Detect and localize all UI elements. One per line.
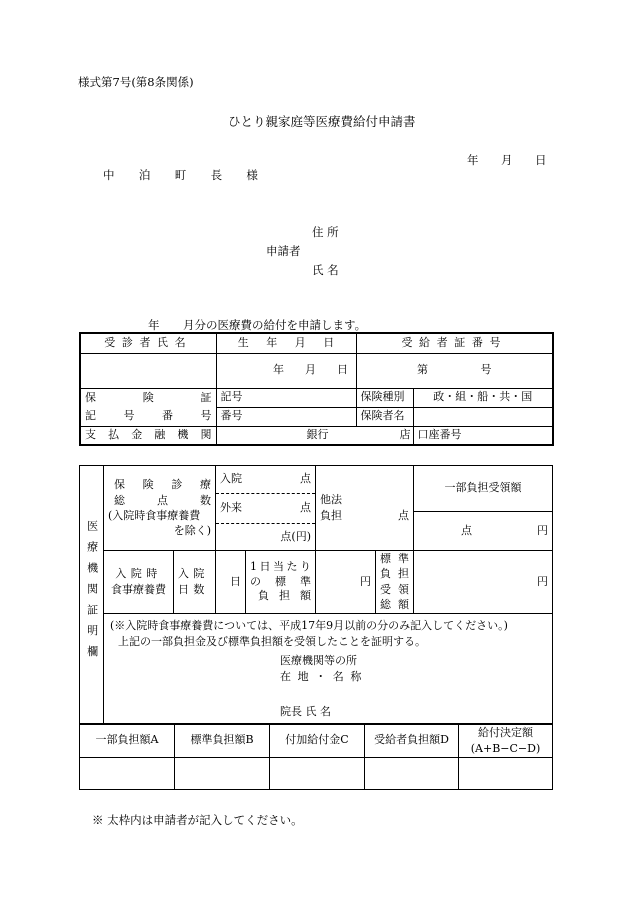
copay-a-field[interactable] — [80, 758, 175, 790]
applicant-label: 申請者 — [266, 244, 301, 258]
patient-name-header: 受診者氏名 — [80, 333, 216, 353]
recipient-d-field[interactable] — [365, 758, 459, 790]
benefit-calculation-table — [79, 723, 553, 790]
inpatient-days-field[interactable]: 日 — [216, 551, 246, 614]
standard-b-field[interactable] — [175, 758, 270, 790]
footnote: ※ 太枠内は申請者が記入してください。 — [92, 813, 303, 827]
copay-received-field[interactable]: 点 円 — [414, 511, 553, 550]
recipient-number-field[interactable]: 第 号 — [356, 353, 553, 388]
kigo-field[interactable]: 記号 — [216, 388, 356, 407]
certification-text: (※入院時食事療養費については、平成17年9月以前の分のみ記入してください。) 上記の一部負担金及び標準負担額を受領したことを証明する。 医療機関等の所 在地・名称 院長 氏 名 — [104, 613, 553, 725]
insurer-name-label: 保険者名 — [356, 407, 413, 426]
medical-certification-table — [79, 465, 553, 725]
bango-field[interactable]: 番号 — [216, 407, 356, 426]
account-number-field[interactable]: 口座番号 — [413, 426, 553, 445]
points-field[interactable]: 入院 点 外来 点 点(円) — [216, 466, 316, 551]
date-year: 年 — [467, 153, 479, 167]
date-month: 月 — [501, 153, 513, 167]
bank-field[interactable]: 銀行 店 — [216, 426, 413, 445]
recipient-number-header: 受給者証番号 — [356, 333, 553, 353]
standard-total-label: 標準負担 受領総額 — [376, 551, 414, 614]
payment-institution-label: 支払金融機関 — [80, 426, 216, 445]
copay-a-header: 一部負担額A — [80, 724, 175, 758]
recipient-d-header: 受給者負担額D — [365, 724, 459, 758]
certification-side-label: 医療機関証明欄 — [80, 466, 104, 725]
standard-b-header: 標準負担額B — [175, 724, 270, 758]
applicant-address-label: 住 所 — [312, 225, 339, 239]
request-year: 年 — [148, 318, 160, 332]
insurer-name-field[interactable] — [413, 407, 553, 426]
request-text: 月分の医療費の給付を申請します。 — [183, 318, 367, 332]
benefit-amount-header: 給付決定額 (A+B−C−D) — [459, 724, 553, 758]
additional-c-field[interactable] — [270, 758, 365, 790]
applicant-name-label: 氏 名 — [312, 263, 339, 277]
inpatient-days-label: 入院 日数 — [174, 551, 216, 614]
standard-total-field[interactable]: 円 — [414, 551, 553, 614]
date-day: 日 — [535, 153, 547, 167]
form-number: 様式第7号(第8条関係) — [78, 75, 194, 89]
addressee: 中 泊 町 長 様 — [103, 168, 269, 182]
patient-name-field[interactable] — [80, 353, 216, 388]
form-title: ひとり親家庭等医療費給付申請書 — [228, 114, 416, 129]
additional-c-header: 付加給付金C — [270, 724, 365, 758]
benefit-amount-field[interactable] — [459, 758, 553, 790]
insurance-cert-label: 保険証 記号番号 — [80, 388, 216, 426]
other-law-burden-field[interactable]: 他法 負担 点 — [316, 466, 414, 551]
copay-received-header: 一部負担受領額 — [414, 466, 553, 512]
insurance-type-label: 保険種別 — [356, 388, 413, 407]
total-points-label: 保険診療 総点数 (入院時食事療養費 を除く) — [104, 466, 216, 551]
meal-cost-label: 入院時 食事療養費 — [104, 551, 174, 614]
daily-standard-label: 1日当たり の標準 負担額 — [246, 551, 316, 614]
insurance-type-options[interactable]: 政・組・船・共・国 — [413, 388, 553, 407]
daily-standard-field[interactable]: 円 — [316, 551, 376, 614]
birth-date-field[interactable]: 年 月 日 — [216, 353, 356, 388]
birth-header: 生 年 月 日 — [216, 333, 356, 353]
applicant-table — [79, 332, 554, 446]
